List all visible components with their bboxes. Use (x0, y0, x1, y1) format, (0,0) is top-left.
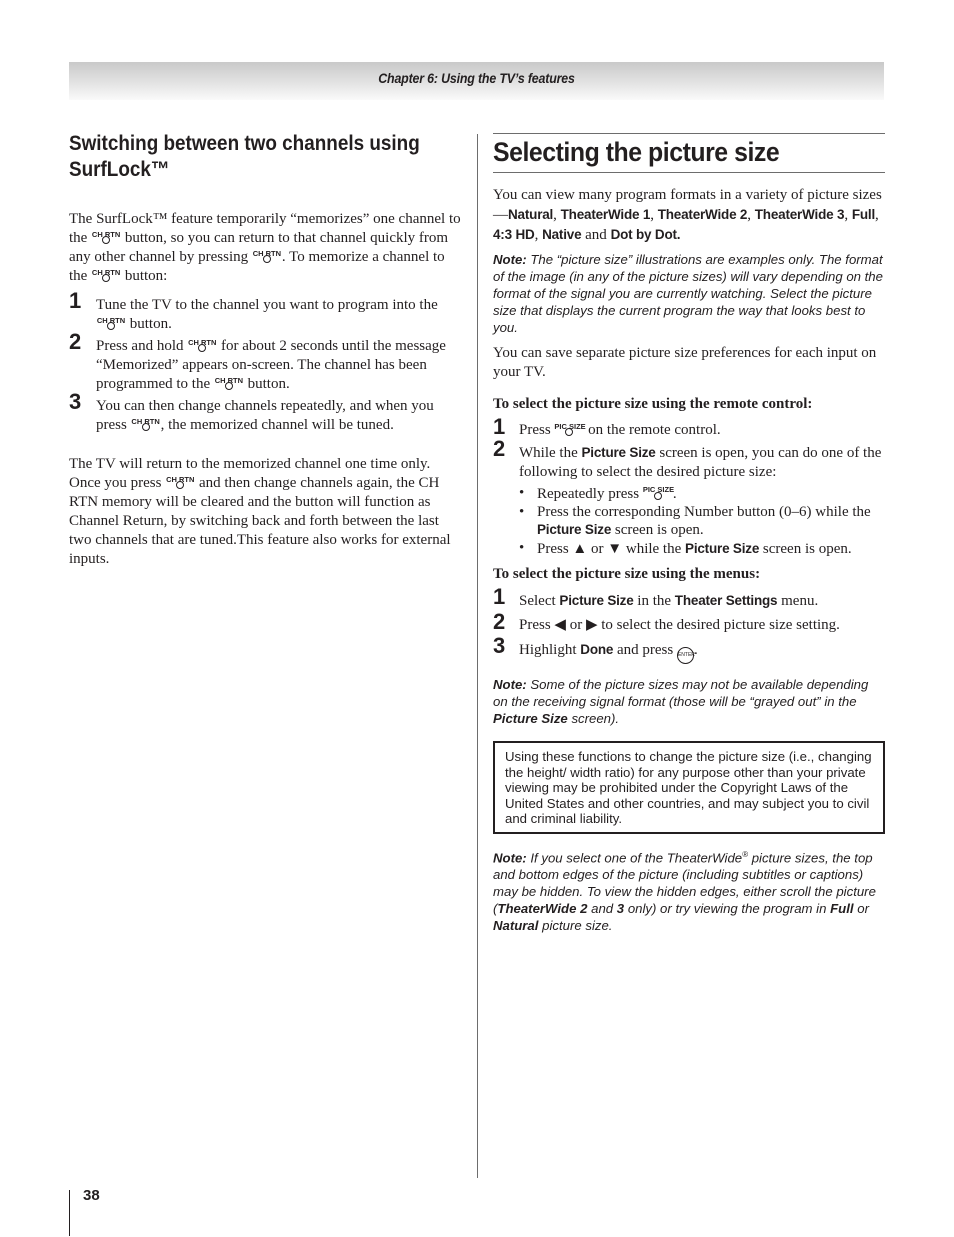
surflock-heading: Switching between two channels using SurfLock™ (69, 132, 420, 181)
text: Select (519, 593, 556, 609)
text: button. (129, 316, 172, 332)
term-natural: Natural (493, 917, 539, 933)
button-circle (142, 423, 150, 431)
button-circle (654, 492, 662, 500)
term-full: Full (830, 900, 854, 916)
button-circle (263, 255, 271, 263)
enter-button-icon: ENTER (677, 647, 694, 664)
text: menu. (781, 593, 819, 609)
text: Press (519, 422, 551, 438)
text: button. (247, 376, 290, 392)
text: The SurfLock™ feature temporarily “memorizes” one channel to the (69, 211, 461, 246)
term-theater-settings: Theater Settings (674, 593, 778, 608)
ch-rtn-button-icon (131, 416, 161, 430)
text: screen is open, you can do one of the following to select the desired picture size: (519, 445, 882, 480)
menu-step-2 (493, 609, 885, 635)
text: Repeatedly press (537, 486, 640, 502)
separate-preferences-text: You can save separate picture size preferences for each input on your TV. (493, 345, 877, 380)
remote-steps (493, 414, 885, 482)
note-text: or (857, 900, 869, 916)
step-number: 2 (69, 329, 82, 354)
pic-size-button-icon (643, 485, 673, 499)
note-illustrations (493, 251, 885, 336)
text: Press the corresponding Number button (0–6) while the (537, 503, 871, 520)
page-number: 38 (83, 1187, 100, 1204)
step-3 (69, 389, 464, 435)
bullet-repeat-press (519, 485, 885, 504)
surflock-steps (69, 288, 464, 435)
icon-label: CH RTN (96, 316, 126, 325)
text: for about 2 seconds until the message “Memorized” appears on-screen. The channel has been programmed to the (96, 338, 446, 392)
ch-rtn-button-icon (214, 375, 244, 389)
menu-steps (493, 584, 885, 664)
icon-label: CH RTN (188, 338, 217, 347)
note-theaterwide (493, 846, 885, 934)
registered-mark: ® (742, 849, 749, 859)
pic-size-button-icon (554, 421, 584, 435)
text: The TV will return to the memorized channel one time only. Once you press (69, 456, 431, 491)
step-number: 1 (493, 414, 506, 439)
step-number: 2 (493, 436, 506, 461)
remote-step-1 (493, 414, 885, 440)
text: . To memorize a channel to the (69, 249, 445, 284)
ch-rtn-button-icon (187, 337, 217, 351)
text: You can then change channels repeatedly, and when you press (96, 398, 434, 433)
ch-rtn-button-icon (91, 267, 121, 281)
remote-control-subheading: To select the picture size using the remote control: (493, 396, 813, 412)
term-picture-size: Picture Size (537, 522, 612, 537)
text: and press (616, 642, 674, 658)
footer-divider (69, 1190, 70, 1236)
right-column (493, 133, 885, 942)
button-circle (107, 322, 115, 330)
term-theaterwide-2: TheaterWide 2 (657, 207, 748, 222)
text: on the remote control. (588, 422, 721, 438)
text: button, so you can return to that channel quickly from any other channel by pressing (69, 230, 449, 265)
text: and (585, 227, 607, 243)
menu-step-3 (493, 633, 885, 664)
step-2 (69, 329, 464, 394)
text: Press ▲ or ▼ while the (537, 540, 682, 557)
text: Tune the TV to the channel you want to program into the (96, 297, 438, 313)
text: Press ◀ or ▶ to select the desired picture size setting. (519, 617, 840, 633)
note-label: Note: (493, 677, 527, 692)
step-number: 2 (493, 609, 506, 634)
term-full: Full (851, 207, 876, 222)
step-number: 3 (493, 633, 506, 658)
heading-text: Selecting the picture size (493, 137, 780, 167)
term-theaterwide-1: TheaterWide 1 (560, 207, 651, 222)
note-text: Some of the picture sizes may not be available depending on the receiving signal format (those will be “grayed out” in the (493, 677, 869, 709)
step-number: 1 (493, 584, 506, 609)
icon-label: PIC SIZE (642, 485, 675, 494)
term-3: 3 (616, 900, 625, 916)
note-label: Note: (493, 849, 527, 865)
term-picture-size: Picture Size (685, 540, 760, 556)
text: in the (637, 593, 672, 609)
text: Press and hold (96, 338, 184, 354)
left-column (69, 131, 464, 569)
icon-label: CH RTN (166, 475, 195, 484)
term-native: Native (542, 227, 582, 242)
text: , the memorized channel will be tuned. (160, 417, 394, 433)
ch-rtn-button-icon (96, 315, 126, 329)
note-text: picture sizes, the top and bottom edges of the picture (including subtitles or captions) may be hidden. To view the hidden edges, either scroll the picture ( (493, 849, 876, 916)
surflock-outro (69, 455, 464, 569)
note-text: only) or try viewing the program in (627, 900, 827, 916)
column-divider (477, 134, 478, 1178)
text: screen is open. (614, 522, 704, 538)
term-dot-by-dot: Dot by Dot. (610, 227, 681, 242)
surflock-intro (69, 210, 464, 286)
note-text: The “picture size” illustrations are examples only. The format of the image (in any of the picture sizes) will vary depending on the format of the signal you are currently watching. Select the picture size that displays the current program the way that looks best to you. (493, 252, 883, 335)
step-1 (69, 288, 464, 334)
term-4-3-hd: 4:3 HD (493, 227, 535, 242)
step-number: 1 (69, 288, 82, 313)
copyright-warning-box: Using these functions to change the picture size (i.e., changing the height/ width ratio) for any purpose other than your private viewing may be prohibited under the Copyright Laws of the United States and other countries, and may subject you to civil and criminal liability. (493, 741, 885, 834)
term-picture-size: Picture Size (493, 711, 568, 726)
text: . (672, 486, 677, 502)
text: While the (519, 445, 578, 461)
text: button: (124, 268, 168, 284)
bullet-arrows (519, 540, 885, 559)
note-text: and (591, 900, 614, 916)
chapter-header-bar (69, 62, 884, 100)
text: . (693, 642, 698, 658)
note-text: screen). (571, 711, 620, 726)
term-theaterwide-2: TheaterWide 2 (497, 900, 588, 916)
ch-rtn-button-icon (252, 248, 282, 262)
button-circle (225, 382, 233, 390)
term-picture-size: Picture Size (559, 593, 634, 608)
icon-label: CH RTN (91, 230, 121, 239)
remote-step-2 (493, 436, 885, 482)
chapter-title: Chapter 6: Using the TV’s features (378, 71, 575, 86)
remote-options-list (493, 485, 885, 558)
note-label: Note: (493, 252, 527, 267)
icon-label: PIC SIZE (554, 422, 586, 431)
term-theaterwide-3: TheaterWide 3 (754, 207, 845, 222)
icon-label: CH RTN (131, 417, 160, 426)
text: screen is open. (762, 540, 852, 557)
term-done: Done (580, 642, 614, 657)
ch-rtn-button-icon (91, 229, 121, 243)
icon-label: CH RTN (91, 268, 121, 277)
ch-rtn-button-icon (165, 474, 195, 488)
note-text: picture size. (542, 917, 613, 933)
term-natural: Natural (508, 207, 554, 222)
picture-size-intro: You can view many program formats in a variety of picture sizes—Natural, TheaterWide 1, TheaterWide 2, TheaterWide 3, Full, 4:3 HD, Native and Dot by Dot. (493, 187, 882, 243)
icon-label: CH RTN (214, 376, 244, 385)
menu-step-1 (493, 584, 885, 611)
step-number: 3 (69, 389, 82, 414)
note-availability (493, 676, 885, 727)
icon-label: CH RTN (252, 249, 282, 258)
picture-size-heading (493, 133, 885, 173)
text: Highlight (519, 642, 577, 658)
text: and then change channels again, the CH RTN memory will be cleared and the button will function as Channel Return, by switching back and forth between the last two channels that are tuned.This feature also works for external inputs. (69, 475, 451, 567)
menus-subheading: To select the picture size using the menus: (493, 566, 761, 582)
text: You can view many program formats in a variety of picture sizes— (493, 187, 882, 223)
note-text: If you select one of the TheaterWide (530, 849, 743, 865)
bullet-number-button (519, 504, 885, 540)
term-picture-size: Picture Size (581, 445, 656, 460)
